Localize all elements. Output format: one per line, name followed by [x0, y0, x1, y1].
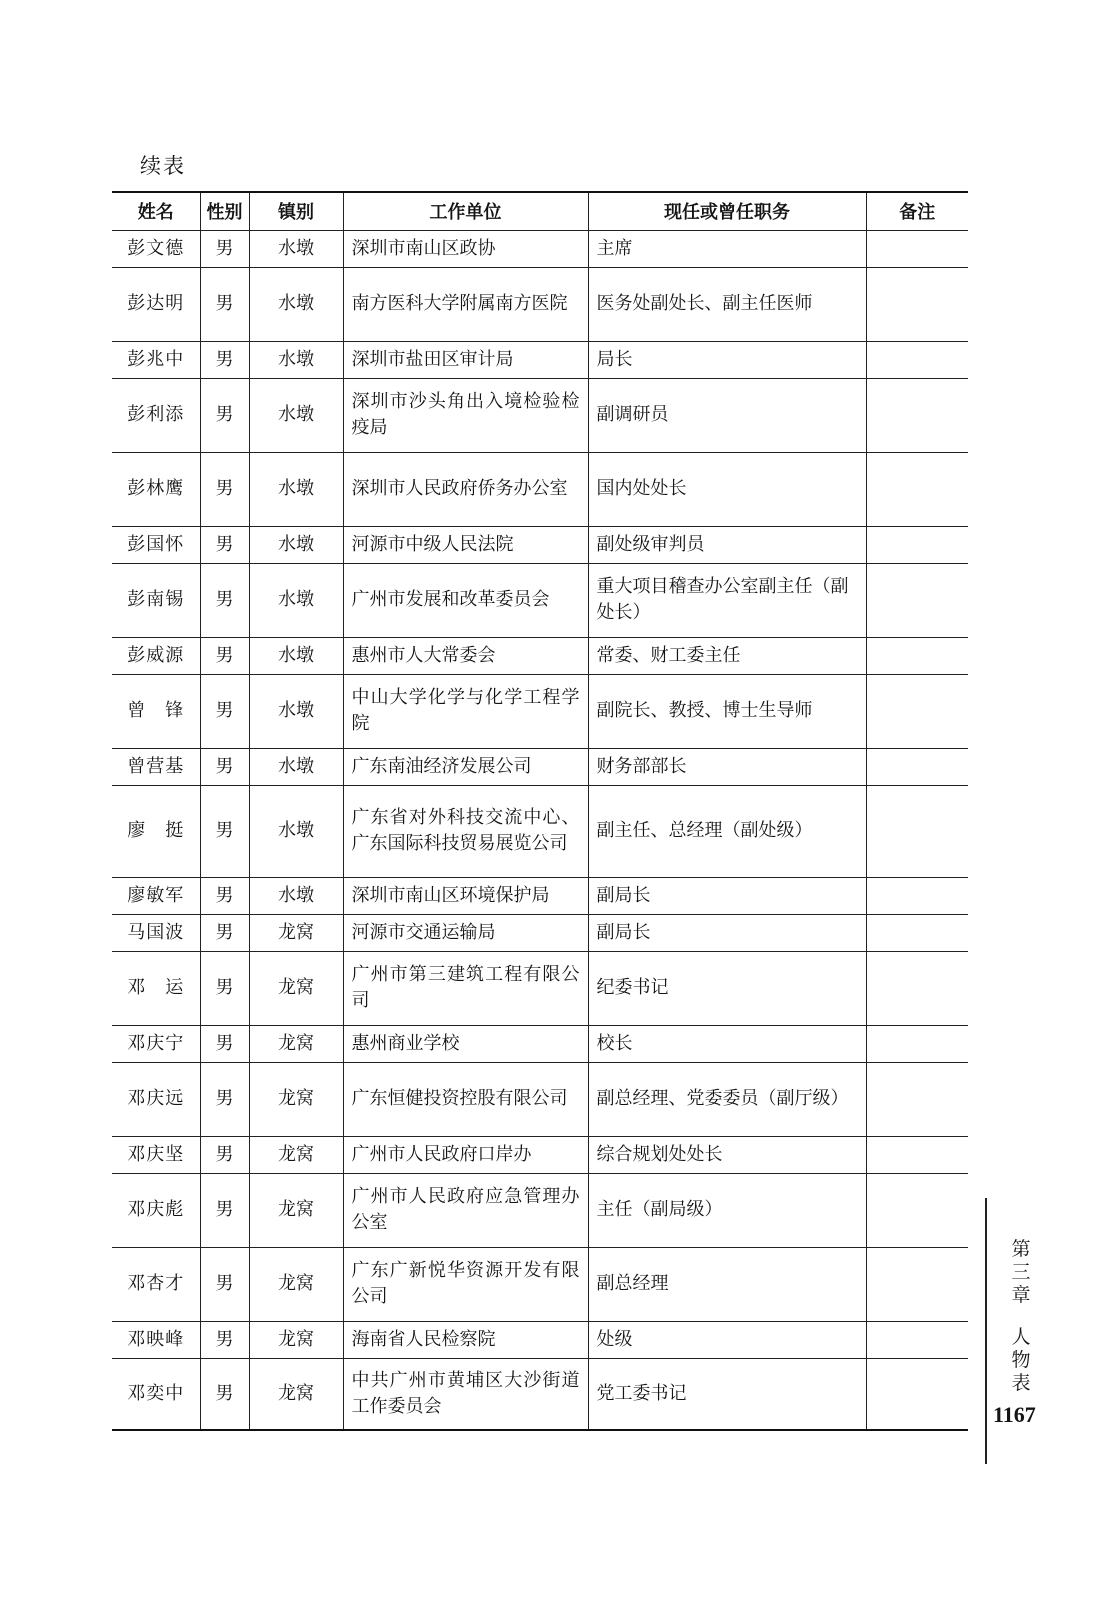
cell-unit: 深圳市盐田区审计局 — [343, 341, 588, 378]
cell-unit: 广东广新悦华资源开发有限公司 — [343, 1247, 588, 1321]
cell-unit: 广东南油经济发展公司 — [343, 748, 588, 785]
cell-note — [866, 526, 968, 563]
cell-note — [866, 877, 968, 914]
cell-note — [866, 914, 968, 951]
table-row — [112, 1358, 968, 1430]
table-row — [112, 452, 968, 526]
cell-town: 水墩 — [249, 563, 343, 637]
cell-sex: 男 — [200, 1247, 249, 1321]
cell-name: 彭威源 — [112, 637, 200, 674]
header-unit: 工作单位 — [343, 192, 588, 230]
cell-sex: 男 — [200, 1025, 249, 1062]
cell-note — [866, 1247, 968, 1321]
cell-sex: 男 — [200, 563, 249, 637]
cell-sex: 男 — [200, 951, 249, 1025]
cell-sex: 男 — [200, 637, 249, 674]
cell-position: 处级 — [588, 1321, 866, 1358]
cell-unit: 深圳市南山区政协 — [343, 230, 588, 267]
cell-note — [866, 1358, 968, 1430]
cell-position: 副调研员 — [588, 378, 866, 452]
cell-name: 邓奕中 — [112, 1358, 200, 1430]
cell-sex: 男 — [200, 1173, 249, 1247]
cell-position: 财务部部长 — [588, 748, 866, 785]
cell-position: 党工委书记 — [588, 1358, 866, 1430]
cell-note — [866, 748, 968, 785]
table-row — [112, 526, 968, 563]
cell-name: 彭达明 — [112, 267, 200, 341]
cell-note — [866, 230, 968, 267]
cell-unit: 海南省人民检察院 — [343, 1321, 588, 1358]
cell-town: 龙窝 — [249, 1247, 343, 1321]
cell-name: 廖 挺 — [112, 785, 200, 877]
cell-sex: 男 — [200, 452, 249, 526]
cell-unit: 中山大学化学与化学工程学院 — [343, 674, 588, 748]
header-position: 现任或曾任职务 — [588, 192, 866, 230]
cell-name: 彭南锡 — [112, 563, 200, 637]
cell-town: 水墩 — [249, 877, 343, 914]
cell-sex: 男 — [200, 674, 249, 748]
section-title: 人物表 — [1011, 1326, 1031, 1394]
cell-position: 常委、财工委主任 — [588, 637, 866, 674]
cell-name: 邓杏才 — [112, 1247, 200, 1321]
table-row — [112, 951, 968, 1025]
cell-name: 邓庆坚 — [112, 1136, 200, 1173]
cell-name: 邓庆远 — [112, 1062, 200, 1136]
cell-position: 校长 — [588, 1025, 866, 1062]
header-row — [112, 192, 968, 230]
cell-unit: 河源市交通运输局 — [343, 914, 588, 951]
table-row — [112, 877, 968, 914]
table-row — [112, 1321, 968, 1358]
cell-town: 龙窝 — [249, 951, 343, 1025]
cell-name: 曾 锋 — [112, 674, 200, 748]
cell-position: 重大项目稽查办公室副主任（副处长） — [588, 563, 866, 637]
cell-unit: 广州市第三建筑工程有限公司 — [343, 951, 588, 1025]
cell-note — [866, 1062, 968, 1136]
cell-unit: 广州市人民政府应急管理办公室 — [343, 1173, 588, 1247]
cell-unit: 河源市中级人民法院 — [343, 526, 588, 563]
cell-note — [866, 452, 968, 526]
cell-town: 龙窝 — [249, 1025, 343, 1062]
cell-position: 副总经理、党委委员（副厅级） — [588, 1062, 866, 1136]
cell-position: 纪委书记 — [588, 951, 866, 1025]
cell-town: 龙窝 — [249, 914, 343, 951]
cell-note — [866, 951, 968, 1025]
cell-position: 主席 — [588, 230, 866, 267]
cell-unit: 深圳市人民政府侨务办公室 — [343, 452, 588, 526]
margin-rule — [985, 1198, 987, 1464]
cell-name: 彭林鹰 — [112, 452, 200, 526]
cell-name: 彭兆中 — [112, 341, 200, 378]
cell-town: 水墩 — [249, 230, 343, 267]
cell-sex: 男 — [200, 1321, 249, 1358]
cell-sex: 男 — [200, 748, 249, 785]
cell-name: 廖敏军 — [112, 877, 200, 914]
table-row — [112, 1173, 968, 1247]
cell-note — [866, 637, 968, 674]
header-name: 姓名 — [112, 192, 200, 230]
cell-name: 曾营基 — [112, 748, 200, 785]
cell-sex: 男 — [200, 877, 249, 914]
cell-unit: 广东省对外科技交流中心、广东国际科技贸易展览公司 — [343, 785, 588, 877]
cell-town: 龙窝 — [249, 1062, 343, 1136]
cell-town: 水墩 — [249, 452, 343, 526]
cell-name: 马国波 — [112, 914, 200, 951]
cell-town: 水墩 — [249, 267, 343, 341]
cell-note — [866, 1321, 968, 1358]
cell-name: 邓映峰 — [112, 1321, 200, 1358]
cell-sex: 男 — [200, 378, 249, 452]
table-row — [112, 378, 968, 452]
cell-sex: 男 — [200, 1062, 249, 1136]
cell-note — [866, 378, 968, 452]
personnel-table — [112, 191, 968, 1431]
cell-name: 彭利添 — [112, 378, 200, 452]
cell-name: 邓 运 — [112, 951, 200, 1025]
cell-sex: 男 — [200, 267, 249, 341]
cell-unit: 深圳市沙头角出入境检验检疫局 — [343, 378, 588, 452]
cell-note — [866, 1025, 968, 1062]
table-row — [112, 1247, 968, 1321]
header-town: 镇别 — [249, 192, 343, 230]
cell-name: 彭国怀 — [112, 526, 200, 563]
cell-position: 副主任、总经理（副处级） — [588, 785, 866, 877]
cell-note — [866, 1136, 968, 1173]
cell-town: 水墩 — [249, 341, 343, 378]
cell-town: 水墩 — [249, 526, 343, 563]
chapter-label: 第三章 — [1011, 1238, 1031, 1306]
cell-unit: 惠州市人大常委会 — [343, 637, 588, 674]
cell-position: 主任（副局级） — [588, 1173, 866, 1247]
cell-unit: 广州市人民政府口岸办 — [343, 1136, 588, 1173]
cell-unit: 南方医科大学附属南方医院 — [343, 267, 588, 341]
cell-sex: 男 — [200, 914, 249, 951]
cell-sex: 男 — [200, 1358, 249, 1430]
header-sex: 性别 — [200, 192, 249, 230]
cell-unit: 广州市发展和改革委员会 — [343, 563, 588, 637]
cell-sex: 男 — [200, 230, 249, 267]
cell-position: 医务处副处长、副主任医师 — [588, 267, 866, 341]
table-row — [112, 1062, 968, 1136]
cell-town: 龙窝 — [249, 1358, 343, 1430]
cell-note — [866, 785, 968, 877]
cell-sex: 男 — [200, 785, 249, 877]
table-row — [112, 563, 968, 637]
table-row — [112, 341, 968, 378]
table-row — [112, 267, 968, 341]
cell-note — [866, 674, 968, 748]
table-row — [112, 674, 968, 748]
cell-note — [866, 563, 968, 637]
cell-unit: 深圳市南山区环境保护局 — [343, 877, 588, 914]
table-row — [112, 230, 968, 267]
table-row — [112, 1025, 968, 1062]
cell-position: 副处级审判员 — [588, 526, 866, 563]
cell-town: 水墩 — [249, 674, 343, 748]
table-row — [112, 748, 968, 785]
cell-note — [866, 341, 968, 378]
cell-position: 局长 — [588, 341, 866, 378]
cell-position: 副局长 — [588, 877, 866, 914]
cell-town: 水墩 — [249, 637, 343, 674]
cell-note — [866, 1173, 968, 1247]
table-row — [112, 637, 968, 674]
table-row — [112, 914, 968, 951]
cell-sex: 男 — [200, 1136, 249, 1173]
table-caption: 续表 — [140, 154, 186, 178]
cell-town: 龙窝 — [249, 1321, 343, 1358]
cell-note — [866, 267, 968, 341]
table-row — [112, 1136, 968, 1173]
cell-unit: 中共广州市黄埔区大沙街道工作委员会 — [343, 1358, 588, 1430]
cell-position: 国内处处长 — [588, 452, 866, 526]
cell-town: 水墩 — [249, 748, 343, 785]
table-row — [112, 785, 968, 877]
cell-unit: 惠州商业学校 — [343, 1025, 588, 1062]
cell-position: 副院长、教授、博士生导师 — [588, 674, 866, 748]
cell-position: 副总经理 — [588, 1247, 866, 1321]
cell-sex: 男 — [200, 526, 249, 563]
cell-town: 水墩 — [249, 378, 343, 452]
cell-name: 邓庆彪 — [112, 1173, 200, 1247]
cell-name: 邓庆宁 — [112, 1025, 200, 1062]
cell-position: 副局长 — [588, 914, 866, 951]
cell-town: 水墩 — [249, 785, 343, 877]
page-number: 1167 — [993, 1402, 1036, 1427]
cell-unit: 广东恒健投资控股有限公司 — [343, 1062, 588, 1136]
cell-town: 龙窝 — [249, 1136, 343, 1173]
cell-town: 龙窝 — [249, 1173, 343, 1247]
cell-sex: 男 — [200, 341, 249, 378]
cell-position: 综合规划处处长 — [588, 1136, 866, 1173]
cell-name: 彭文德 — [112, 230, 200, 267]
header-note: 备注 — [866, 192, 968, 230]
